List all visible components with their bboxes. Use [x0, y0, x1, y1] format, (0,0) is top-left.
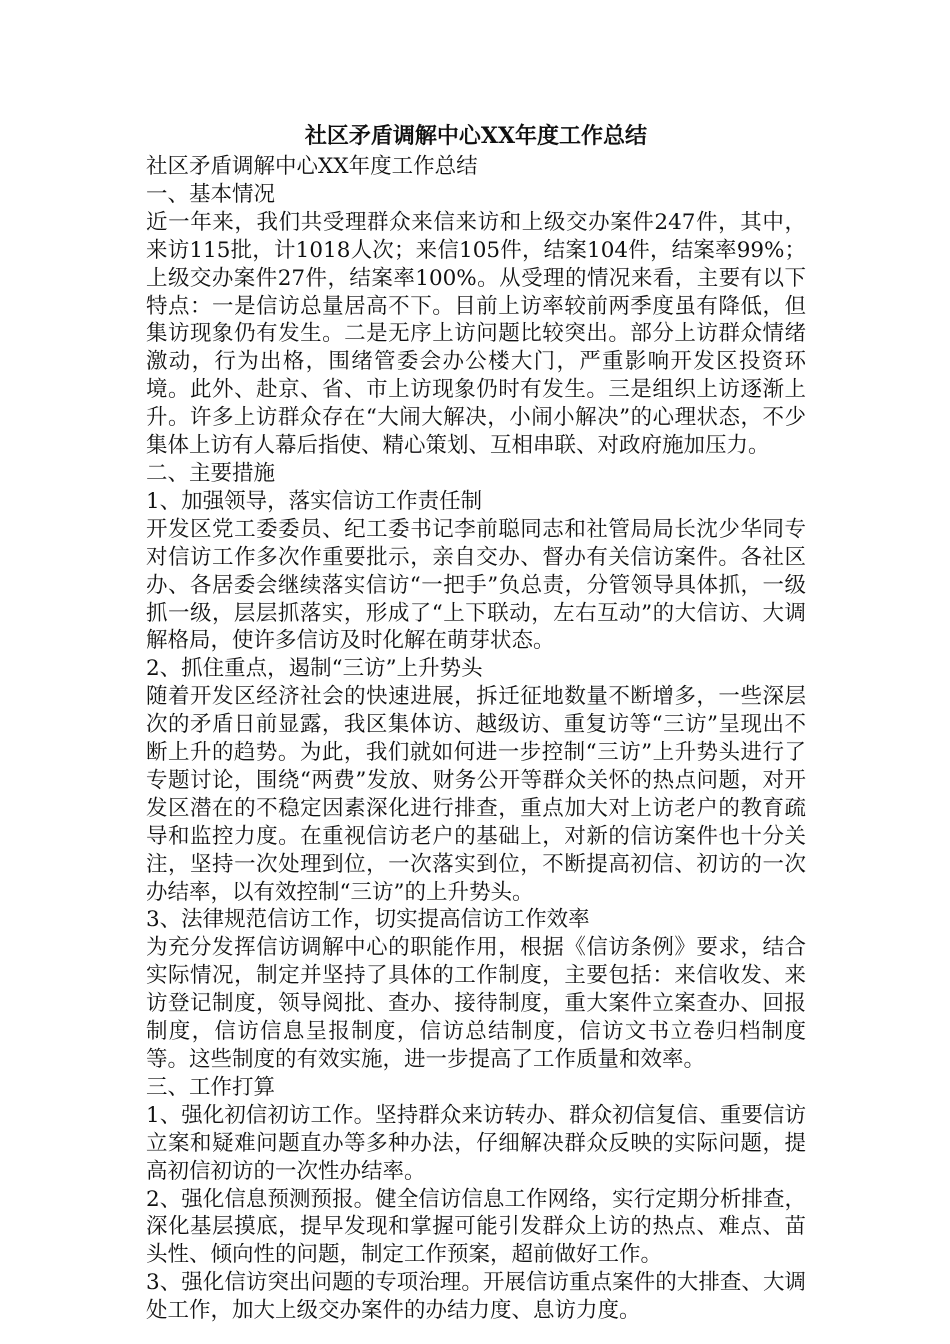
plan-item-1: 1、强化初信初访工作。坚持群众来访转办、群众初信复信、重要信访立案和疑难问题直办等多种办法，仔细解决群众反映的实际问题，提高初信初访的一次性办结率。	[146, 1102, 806, 1184]
paragraph-legal-standards: 为充分发挥信访调解中心的职能作用，根据《信访条例》要求，结合实际情况，制定并坚持了具体的工作制度，主要包括：来信收发、来访登记制度，领导阅批、查办、接待制度，重大案件立案查办、回报制度，信访信息呈报制度，信访总结制度，信访文书立卷归档制度等。这些制度的有效实施，进一步提高了工作质量和效率。	[146, 935, 806, 1072]
document-body	[146, 120, 806, 1325]
subheading-leadership: 1、加强领导，落实信访工作责任制	[146, 488, 483, 514]
subheading-key-points: 2、抓住重点，遏制“三访”上升势头	[146, 656, 483, 682]
subheading-legal-standards: 3、法律规范信访工作，切实提高信访工作效率	[146, 907, 590, 933]
paragraph-key-points: 随着开发区经济社会的快速进展，拆迁征地数量不断增多，一些深层次的矛盾日前显露，我区集体访、越级访、重复访等“三访”呈现出不断上升的趋势。为此，我们就如何进一步控制“三访”上升势头进行了专题讨论，围绕“两费”发放、财务公开等群众关怀的热点问题，对开发区潜在的不稳定因素深化进行排查，重点加大对上访老户的教育疏导和监控力度。在重视信访老户的基础上，对新的信访案件也十分关注，坚持一次处理到位，一次落实到位，不断提高初信、初访的一次办结率，以有效控制“三访”的上升势头。	[146, 684, 806, 905]
section-heading-work-plan: 三、工作打算	[146, 1074, 276, 1100]
paragraph-leadership: 开发区党工委委员、纪工委书记李前聪同志和社管局局长沈少华同专对信访工作多次作重要批示，亲自交办、督办有关信访案件。各社区办、各居委会继续落实信访“一把手”负总责，分管领导具体抓，一级抓一级，层层抓落实，形成了“上下联动，左右互动”的大信访、大调解格局，使许多信访及时化解在萌芽状态。	[146, 516, 806, 654]
section-heading-main-measures: 二、主要措施	[146, 460, 276, 486]
document-title: 社区矛盾调解中心XX年度工作总结	[304, 123, 648, 149]
subtitle-line: 社区矛盾调解中心XX年度工作总结	[146, 154, 478, 179]
section-heading-basic-situation: 一、基本情况	[146, 181, 276, 207]
paragraph-basic-situation: 近一年来，我们共受理群众来信来访和上级交办案件247件，其中，来访115批，计1018人次；来信105件，结案104件，结案率99%；上级交办案件27件，结案率100%。从受理的情况来看，主要有以下特点：一是信访总量居高不下。目前上访率较前两季度虽有降低，但集访现象仍有发生。二是无序上访问题比较突出。部分上访群众情绪激动，行为出格，围绪管委会办公楼大门，严重影响开发区投资环境。此外、赴京、省、市上访现象仍时有发生。三是组织上访逐渐上升。许多上访群众存在“大闹大解决，小闹小解决”的心理状态，不少集体上访有人幕后指使、精心策划、互相串联、对政府施加压力。	[146, 209, 806, 459]
plan-item-2: 2、强化信息预测预报。健全信访信息工作网络，实行定期分析排查，深化基层摸底，提早发现和掌握可能引发群众上访的热点、难点、苗头性、倾向性的问题，制定工作预案，超前做好工作。	[146, 1186, 806, 1268]
plan-item-3: 3、强化信访突出问题的专项治理。开展信访重点案件的大排查、大调处工作，加大上级交办案件的办结力度、息访力度。	[146, 1270, 806, 1324]
